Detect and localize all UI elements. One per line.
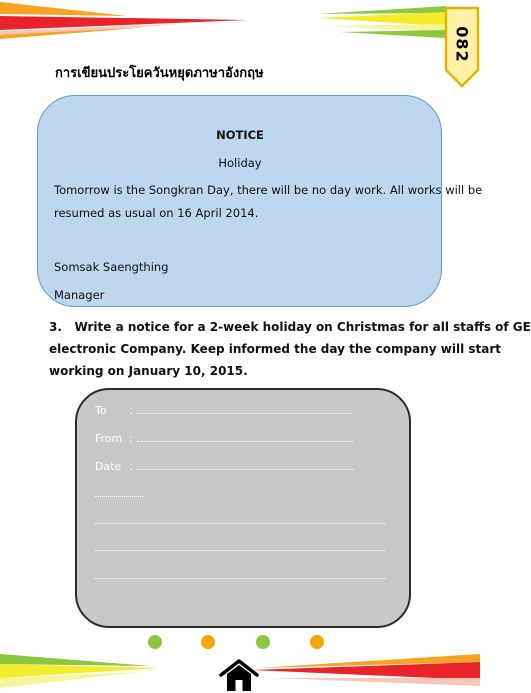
notice-heading: NOTICE [216,128,264,142]
from-answer-line[interactable] [137,441,353,442]
notice-body-line-1: Tomorrow is the Songkran Day, there will be no day work. All works will be [54,183,483,197]
decor-dot-orange [310,635,324,649]
decor-dot-green [256,635,270,649]
to-separator: : [129,404,133,417]
from-label: From [95,432,123,445]
answer-form-card [75,388,411,628]
to-answer-line[interactable] [137,413,351,414]
date-answer-line[interactable] [137,469,353,470]
exercise-text-1: Write a notice for a 2-week holiday on Christmas for all staffs of GE [74,320,531,334]
page-number-label [446,22,478,66]
date-label: Date [95,460,122,473]
exercise-line-2: electronic Company. Keep informed the day the company will start [49,342,502,356]
notice-body-line-2: resumed as usual on 16 April 2014. [54,206,259,220]
to-label: To [95,404,107,417]
decor-dot-orange [201,635,215,649]
section-title: การเขียนประโยควันหยุดภาษาอังกฤษ [55,66,264,81]
from-separator: : [129,432,133,445]
page-number: 082 [452,25,472,63]
heading-answer-line[interactable] [95,496,143,497]
notice-signer-name: Somsak Saengthing [54,260,169,274]
notice-example-card [37,95,442,307]
body-answer-line-2[interactable] [95,550,385,551]
notice-subheading: Holiday [218,156,262,170]
body-answer-line-1[interactable] [95,523,385,524]
exercise-number: 3. [49,320,62,334]
exercise-line-1 [49,320,531,334]
body-answer-line-3[interactable] [95,578,385,579]
notice-signer-title: Manager [54,288,105,302]
home-icon[interactable] [219,658,259,692]
decor-dot-green [148,635,162,649]
date-separator: : [129,460,133,473]
exercise-line-3: working on January 10, 2015. [49,364,248,378]
